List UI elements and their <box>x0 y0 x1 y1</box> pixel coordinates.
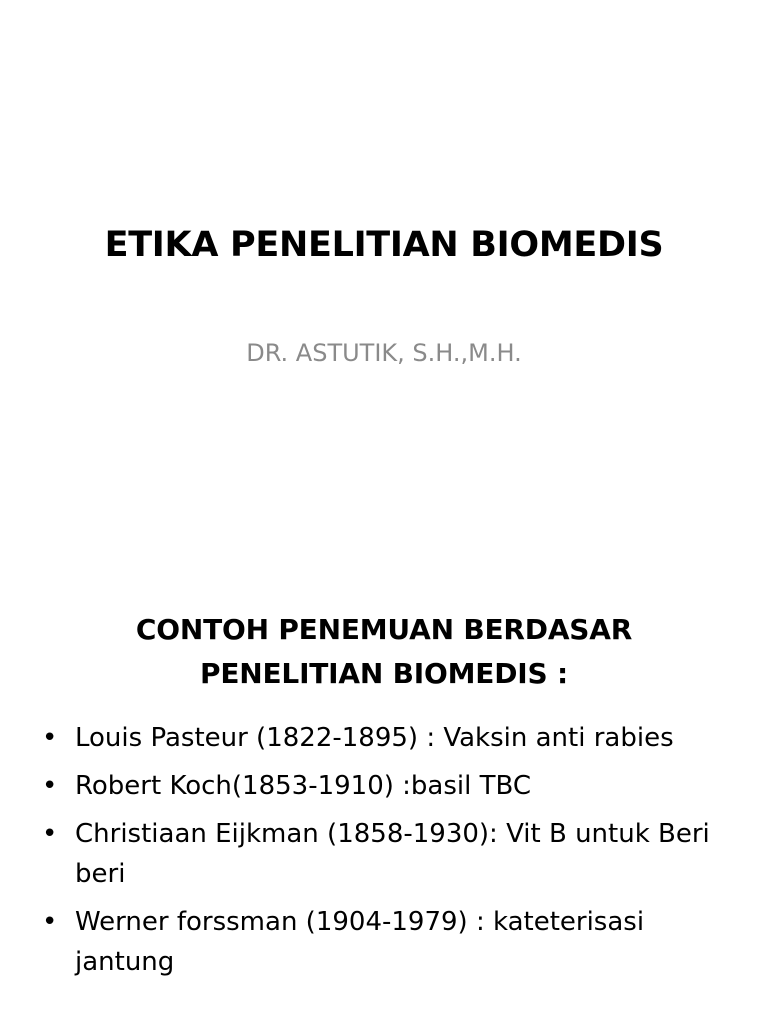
content-slide-title <box>60 608 708 696</box>
bullet-icon: • <box>42 771 58 801</box>
list-item <box>40 718 730 758</box>
list-item <box>40 766 730 806</box>
content-slide <box>0 512 768 1024</box>
list-item <box>40 814 730 894</box>
content-title-line-1: CONTOH PENEMUAN BERDASAR <box>135 613 633 646</box>
list-item <box>40 902 730 982</box>
slide-title: ETIKA PENELITIAN BIOMEDIS <box>104 225 664 265</box>
list-item-text: Christiaan Eijkman (1858-1930): Vit B untuk Beri beri <box>75 819 710 889</box>
bullet-icon: • <box>42 819 58 849</box>
bullet-list <box>40 718 730 990</box>
content-title-line-2: PENELITIAN BIOMEDIS : <box>200 657 568 690</box>
slide-subtitle: DR. ASTUTIK, S.H.,M.H. <box>246 339 522 367</box>
list-item-text: Louis Pasteur (1822-1895) : Vaksin anti rabies <box>75 723 674 753</box>
bullet-icon: • <box>42 723 58 753</box>
bullet-icon: • <box>42 907 58 937</box>
list-item-text: Robert Koch(1853-1910) :basil TBC <box>75 771 532 801</box>
list-item-text: Werner forssman (1904-1979) : kateterisasi jantung <box>75 907 645 977</box>
